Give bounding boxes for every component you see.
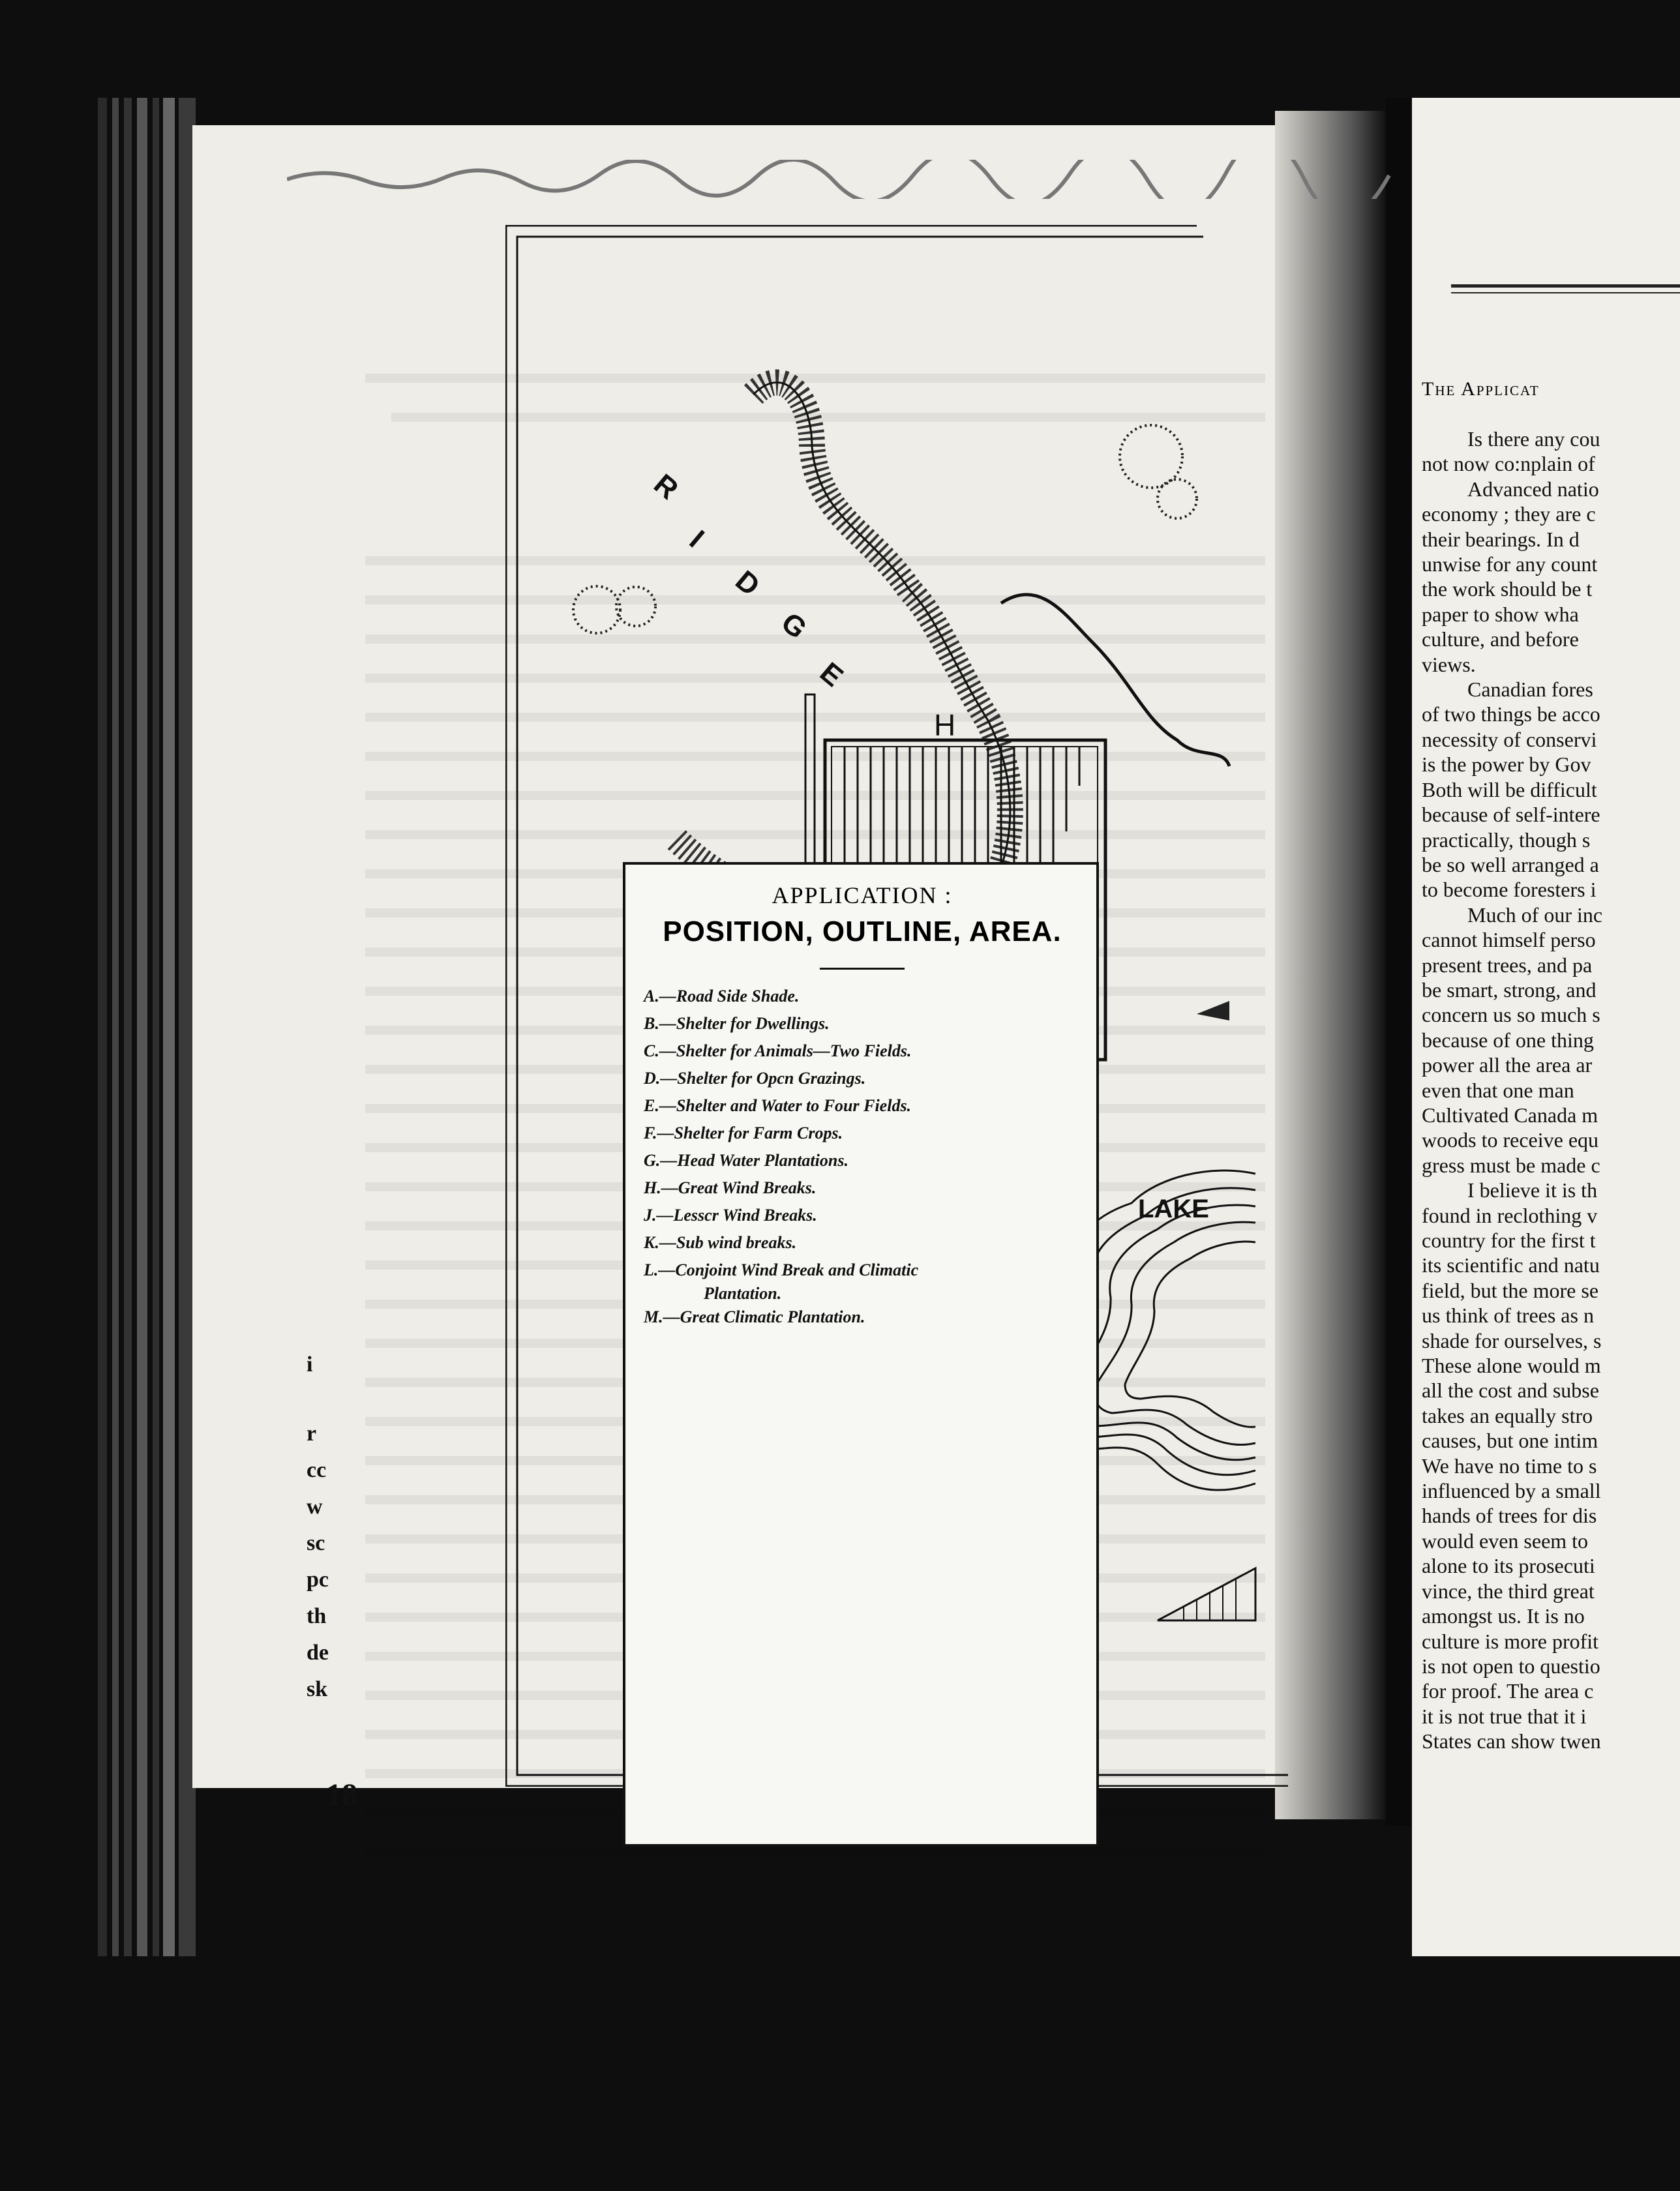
right-page-line: to become foresters i: [1422, 878, 1597, 902]
right-page-line: unwise for any count: [1422, 552, 1598, 576]
margin-fragment: i: [307, 1352, 313, 1377]
margin-fragment: r: [307, 1422, 317, 1446]
right-page-line: concern us so much s: [1422, 1003, 1600, 1027]
margin-fragment: sc: [307, 1531, 325, 1555]
ridge-letter-i: I: [683, 524, 710, 554]
right-page-line: country for the first t: [1422, 1229, 1596, 1252]
right-page-heading: The Applicat: [1422, 378, 1540, 400]
right-page-line: its scientific and natu: [1422, 1253, 1600, 1277]
torn-edge: [287, 160, 1396, 199]
ridge-letter-d: D: [729, 564, 766, 603]
right-page-rule: [1451, 284, 1680, 288]
right-page-line: Both will be difficult: [1422, 777, 1597, 801]
right-page-line: alone to its prosecuti: [1422, 1554, 1595, 1578]
right-page-line: even that one man: [1422, 1078, 1574, 1102]
right-page-text: [1422, 378, 1670, 1754]
legend-item-l-cont-text: Plantation.: [704, 1284, 782, 1303]
legend-item-k: K.—Sub wind breaks.: [644, 1233, 797, 1252]
right-page-line: present trees, and pa: [1422, 953, 1593, 977]
lake-label: LAKE: [1138, 1195, 1209, 1223]
legend-item-l-continued: [644, 1284, 1081, 1304]
fold-shadow: [1275, 111, 1386, 1819]
margin-fragment: cc: [307, 1458, 327, 1482]
legend-item-d: D.—Shelter for Opcn Grazings.: [644, 1069, 866, 1088]
right-page-line: We have no time to s: [1422, 1453, 1597, 1478]
right-page-line: amongst us. It is no: [1422, 1604, 1585, 1628]
right-page-line: be so well arranged a: [1422, 852, 1599, 876]
right-page-line: takes an equally stro: [1422, 1403, 1593, 1427]
legend-title: POSITION, OUTLINE, AREA.: [663, 916, 1062, 947]
right-page-line: Canadian fores: [1467, 678, 1593, 702]
ridge-label-h: H: [934, 708, 956, 742]
right-page-line: Much of our inc: [1467, 902, 1603, 927]
legend-divider: [820, 968, 905, 970]
right-page-line: because of one thing: [1422, 1028, 1594, 1052]
right-page-line: economy ; they are c: [1422, 502, 1596, 526]
legend-item-a: A.—Road Side Shade.: [644, 987, 800, 1006]
right-page-line: I believe it is th: [1467, 1178, 1598, 1202]
ridge-letter-e: E: [814, 656, 849, 693]
right-page-rule-thin: [1451, 292, 1680, 293]
margin-fragment: th: [307, 1604, 327, 1628]
right-page-line: is the power by Gov: [1422, 753, 1591, 777]
legend-item-c: C.—Shelter for Animals—Two Fields.: [644, 1041, 912, 1060]
right-page-line: is not open to questio: [1422, 1654, 1600, 1678]
right-page-lines: [1422, 426, 1670, 1754]
right-page-line: causes, but one intim: [1422, 1429, 1598, 1453]
hill-marks: [573, 425, 1197, 633]
right-page-line: field, but the more se: [1422, 1278, 1599, 1302]
ridge-letter-r: R: [648, 468, 685, 506]
right-page-line: views.: [1422, 652, 1476, 676]
legend-item-f: F.—Shelter for Farm Crops.: [644, 1124, 843, 1142]
ridge-shape: [675, 383, 1010, 927]
right-page-line: it is not true that it i: [1422, 1704, 1587, 1728]
right-page-line: found in reclothing v: [1422, 1203, 1598, 1227]
right-page-line: practically, though s: [1422, 827, 1591, 852]
legend-item-j: J.—Lesscr Wind Breaks.: [644, 1206, 817, 1225]
right-page-line: vince, the third great: [1422, 1579, 1595, 1603]
ridge-letter-g: G: [775, 606, 813, 646]
left-margin-fragments: [307, 1347, 346, 1708]
right-page-line: influenced by a small: [1422, 1479, 1601, 1503]
right-page-line: necessity of conservi: [1422, 727, 1597, 751]
legend-item-e: E.—Shelter and Water to Four Fields.: [644, 1096, 912, 1115]
right-page-line: would even seem to: [1422, 1528, 1589, 1553]
margin-fragment: w: [307, 1495, 323, 1519]
right-page-line: shade for ourselves, s: [1422, 1328, 1602, 1352]
book-spine: [1386, 98, 1412, 1826]
margin-fragment: de: [307, 1641, 329, 1665]
right-page-line: their bearings. In d: [1422, 527, 1580, 551]
legend-item-g: G.—Head Water Plantations.: [644, 1151, 848, 1170]
right-page-line: woods to receive equ: [1422, 1128, 1599, 1152]
legend-item-h: H.—Great Wind Breaks.: [644, 1178, 817, 1197]
legend-list: [644, 983, 1081, 1331]
right-page-line: These alone would m: [1422, 1354, 1601, 1378]
right-page-line: not now co:nplain of: [1422, 452, 1595, 476]
right-page-line: all the cost and subse: [1422, 1379, 1599, 1403]
margin-fragment: pc: [307, 1568, 329, 1592]
right-page-line: us think of trees as n: [1422, 1304, 1594, 1328]
book-page-edges: [98, 98, 196, 1956]
legend-box: [623, 862, 1099, 1847]
legend-heading: APPLICATION :: [772, 882, 953, 908]
right-page-line: of two things be acco: [1422, 702, 1600, 726]
right-page-line: Cultivated Canada m: [1422, 1103, 1598, 1127]
right-page-line: States can show twen: [1422, 1729, 1601, 1753]
right-page-line: because of self-intere: [1422, 803, 1600, 827]
right-page-line: cannot himself perso: [1422, 928, 1596, 952]
right-page-line: be smart, strong, and: [1422, 977, 1597, 1002]
legend-item-m: M.—Great Climatic Plantation.: [644, 1307, 865, 1326]
right-page-line: Is there any cou: [1467, 427, 1600, 451]
page-number: 18: [326, 1778, 357, 1812]
right-page-line: power all the area ar: [1422, 1053, 1593, 1077]
right-page-line: gress must be made c: [1422, 1153, 1600, 1177]
right-page-line: for proof. The area c: [1422, 1679, 1594, 1703]
legend-item-b: B.—Shelter for Dwellings.: [644, 1014, 830, 1033]
right-page-line: paper to show wha: [1422, 602, 1579, 626]
right-page-line: culture is more profit: [1422, 1629, 1599, 1653]
legend-item-l: L.—Conjoint Wind Break and Climatic: [644, 1260, 919, 1279]
right-page-line: culture, and before: [1422, 627, 1579, 651]
margin-fragment: sk: [307, 1677, 328, 1701]
right-page-line: hands of trees for dis: [1422, 1504, 1597, 1528]
right-page-line: Advanced natio: [1467, 477, 1599, 501]
right-page-line: the work should be t: [1422, 577, 1593, 601]
